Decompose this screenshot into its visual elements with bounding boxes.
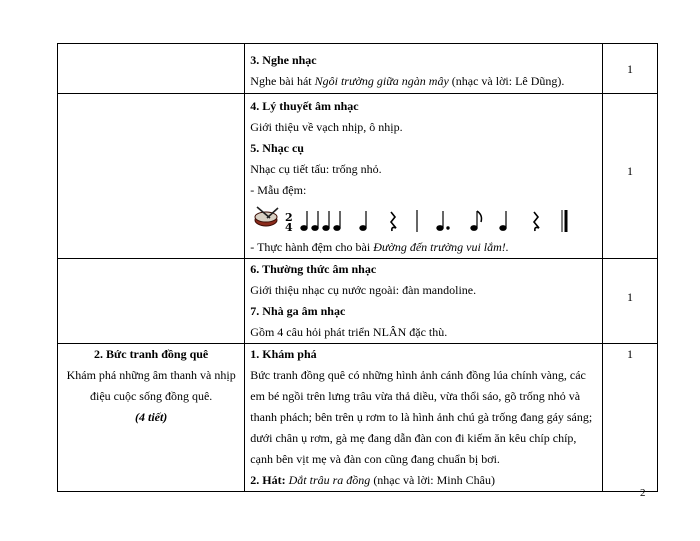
final-barline xyxy=(562,210,566,232)
periods-cell xyxy=(602,94,657,259)
lesson-text: 2. Hát: Dắt trâu ra đồng (nhạc và lời: Minh Châu) xyxy=(250,473,495,487)
lesson-heading: 2. Hát: xyxy=(250,473,286,487)
eighth-note xyxy=(471,211,482,230)
topic-cell-empty xyxy=(58,259,245,344)
rhythm-pattern xyxy=(245,201,602,237)
lesson-text: cạnh bên vịt mẹ và đàn con cũng đang chuẩn bị bơi. xyxy=(250,452,500,466)
table-row xyxy=(58,44,658,94)
lesson-heading: 3. Nghe nhạc xyxy=(250,53,317,67)
lesson-text: Bức tranh đồng quê có những hình ảnh cánh đồng lúa chính vàng, các xyxy=(250,368,586,382)
content-cell xyxy=(245,94,603,259)
periods-value: 1 xyxy=(626,164,633,178)
song-title: Dắt trâu ra đồng xyxy=(288,473,371,487)
content-cell xyxy=(245,44,603,94)
drum-icon xyxy=(255,207,278,226)
svg-text:2: 2 xyxy=(285,211,293,224)
quarter-rest xyxy=(534,212,539,231)
lesson-text: em bé ngồi trên lưng trâu vừa thả diều, vừa thổi sáo, gõ trống nhỏ và xyxy=(250,389,581,403)
song-title: Ngôi trường giữa ngàn mây xyxy=(314,74,449,88)
curriculum-table xyxy=(57,43,658,492)
lesson-heading: 1. Khám phá xyxy=(250,347,317,361)
periods-cell xyxy=(602,344,657,492)
lesson-text: Gồm 4 câu hỏi phát triển NLÂN đặc thù. xyxy=(250,325,448,339)
quarter-note xyxy=(360,211,366,230)
practice-text: - Thực hành đệm cho bài Đường đến trường vui lắm!. xyxy=(250,240,509,254)
periods-cell xyxy=(602,259,657,344)
topic-hours: (4 tiết) xyxy=(134,410,168,424)
quarter-rest xyxy=(391,212,396,231)
lesson-heading: 7. Nhà ga âm nhạc xyxy=(250,304,346,318)
table-row xyxy=(58,259,658,344)
content-cell xyxy=(245,344,603,492)
topic-title: 2. Bức tranh đồng quê xyxy=(94,347,209,361)
lesson-text: Nghe bài hát Ngôi trường giữa ngàn mây (nhạc và lời: Lê Dũng). xyxy=(250,74,565,88)
quarter-note xyxy=(500,211,506,230)
table-row xyxy=(58,94,658,259)
dotted-quarter-note xyxy=(437,211,449,230)
periods-value: 1 xyxy=(626,347,633,361)
lesson-text: Giới thiệu nhạc cụ nước ngoài: đàn mandoline. xyxy=(250,283,477,297)
page-number: 2 xyxy=(640,487,646,499)
table-row xyxy=(58,344,658,492)
lesson-heading: 5. Nhạc cụ xyxy=(250,141,304,155)
periods-value: 1 xyxy=(626,290,633,304)
time-signature xyxy=(285,211,293,234)
lesson-heading: 4. Lý thuyết âm nhạc xyxy=(250,99,359,113)
topic-description: Khám phá những âm thanh và nhịp xyxy=(66,368,236,382)
svg-text:4: 4 xyxy=(285,221,293,234)
topic-cell-empty xyxy=(58,44,245,94)
topic-cell xyxy=(58,344,245,492)
lesson-text: Giới thiệu về vạch nhịp, ô nhịp. xyxy=(250,120,403,134)
lesson-text: thanh phách; bên trên ụ rơm to là hình ảnh chú gà trống đang gáy sáng; xyxy=(250,410,593,424)
pattern-label: - Mẫu đệm: xyxy=(250,183,307,197)
quarter-notes-group xyxy=(301,211,340,230)
topic-cell-empty xyxy=(58,94,245,259)
periods-value: 1 xyxy=(626,62,633,76)
periods-cell xyxy=(602,44,657,94)
rhythm-notation xyxy=(249,201,589,237)
song-title: Đường đến trường vui lắm!. xyxy=(373,240,509,254)
content-cell xyxy=(245,259,603,344)
lesson-heading: 6. Thường thức âm nhạc xyxy=(250,262,377,276)
topic-description: điệu cuộc sống đồng quê. xyxy=(89,389,213,403)
lesson-text: Nhạc cụ tiết tấu: trống nhỏ. xyxy=(250,162,382,176)
lesson-text: dưới chân ụ rơm, gà mẹ đang dẫn đàn con đi kiếm ăn kêu chíp chíp, xyxy=(250,431,577,445)
